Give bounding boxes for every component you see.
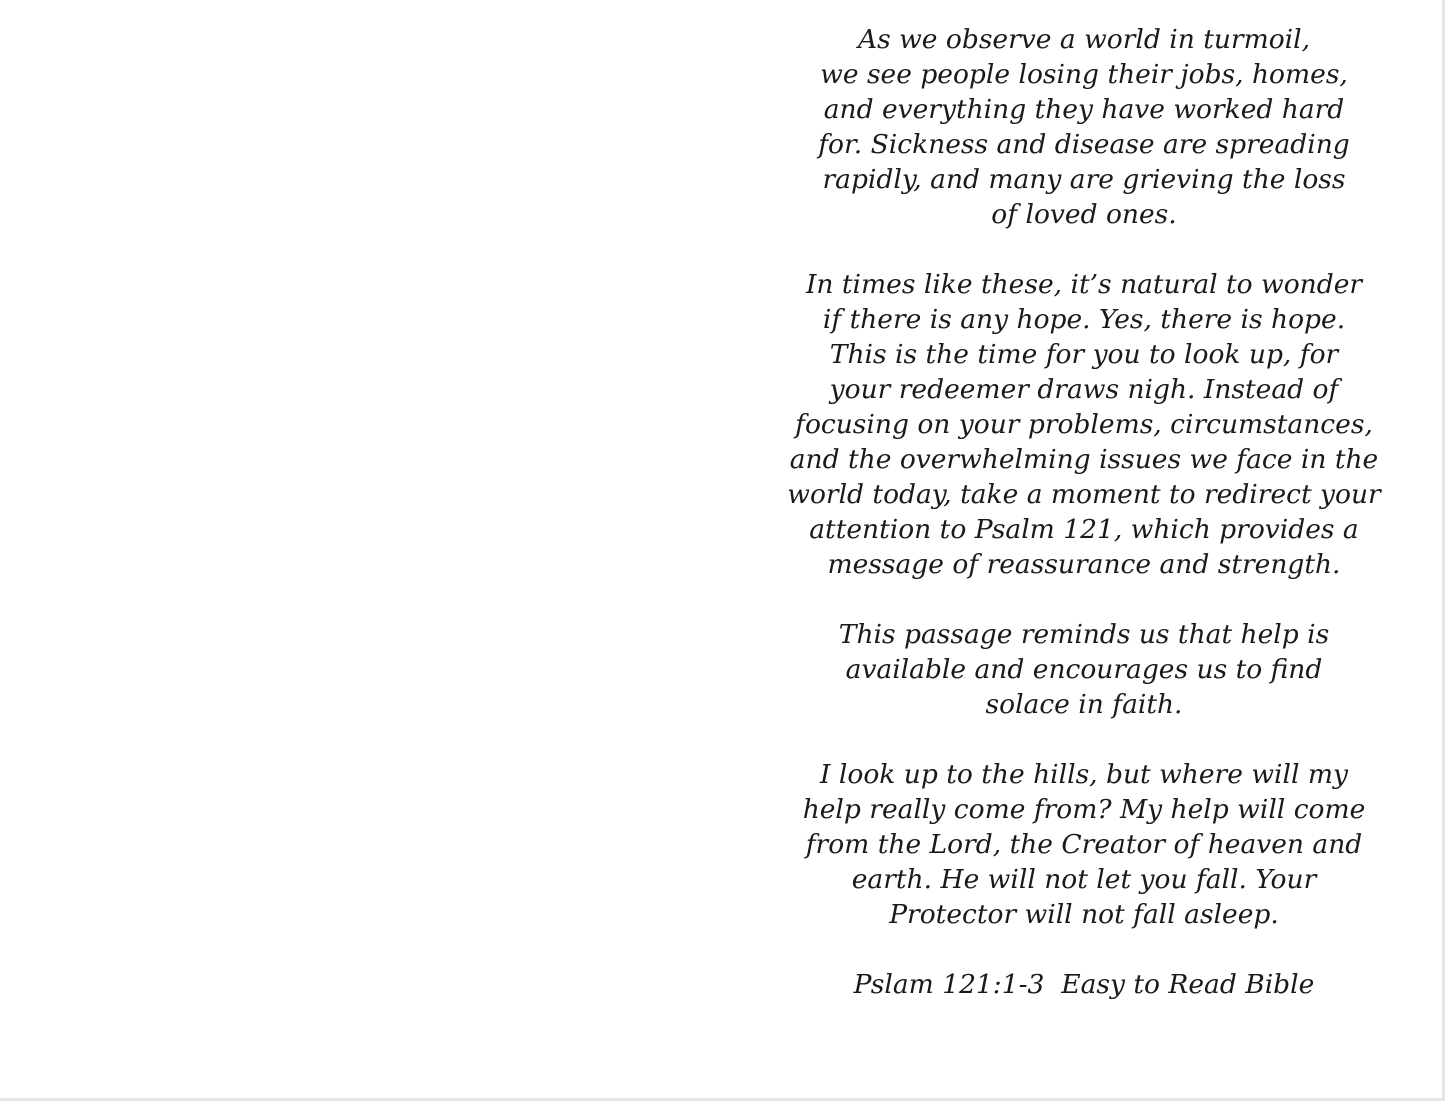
- text-line: help really come from? My help will come: [802, 794, 1366, 825]
- paragraph-turmoil: [760, 22, 1408, 232]
- text-line: Protector will not fall asleep.: [889, 899, 1279, 930]
- paragraph-hope: [760, 267, 1408, 582]
- text-line: and everything they have worked hard: [823, 94, 1345, 125]
- text-line: your redeemer draws nigh. Instead of: [829, 374, 1339, 405]
- scripture-citation: Pslam 121:1-3 Easy to Read Bible: [853, 969, 1315, 1000]
- text-line: and the overwhelming issues we face in the: [789, 444, 1379, 475]
- text-line: from the Lord, the Creator of heaven and: [805, 829, 1363, 860]
- text-line: of loved ones.: [991, 199, 1177, 230]
- text-column: [760, 22, 1408, 1002]
- text-line: if there is any hope. Yes, there is hope.: [822, 304, 1346, 335]
- text-line: solace in faith.: [985, 689, 1183, 720]
- text-line: earth. He will not let you fall. Your: [851, 864, 1317, 895]
- text-line: message of reassurance and strength.: [827, 549, 1341, 580]
- text-line: focusing on your problems, circumstances,: [795, 409, 1373, 440]
- text-line: attention to Psalm 121, which provides a: [809, 514, 1359, 545]
- text-line: This is the time for you to look up, for: [829, 339, 1339, 370]
- text-line: available and encourages us to find: [845, 654, 1323, 685]
- text-line: we see people losing their jobs, homes,: [820, 59, 1348, 90]
- paragraph-scripture: [760, 757, 1408, 932]
- text-line: for. Sickness and disease are spreading: [818, 129, 1350, 160]
- text-line: As we observe a world in turmoil,: [857, 24, 1311, 55]
- text-line: In times like these, it’s natural to wonder: [805, 269, 1363, 300]
- paragraph-passage: [760, 617, 1408, 722]
- text-line: This passage reminds us that help is: [838, 619, 1330, 650]
- text-line: I look up to the hills, but where will my: [820, 759, 1348, 790]
- text-line: rapidly, and many are grieving the loss: [822, 164, 1346, 195]
- text-line: world today, take a moment to redirect your: [787, 479, 1381, 510]
